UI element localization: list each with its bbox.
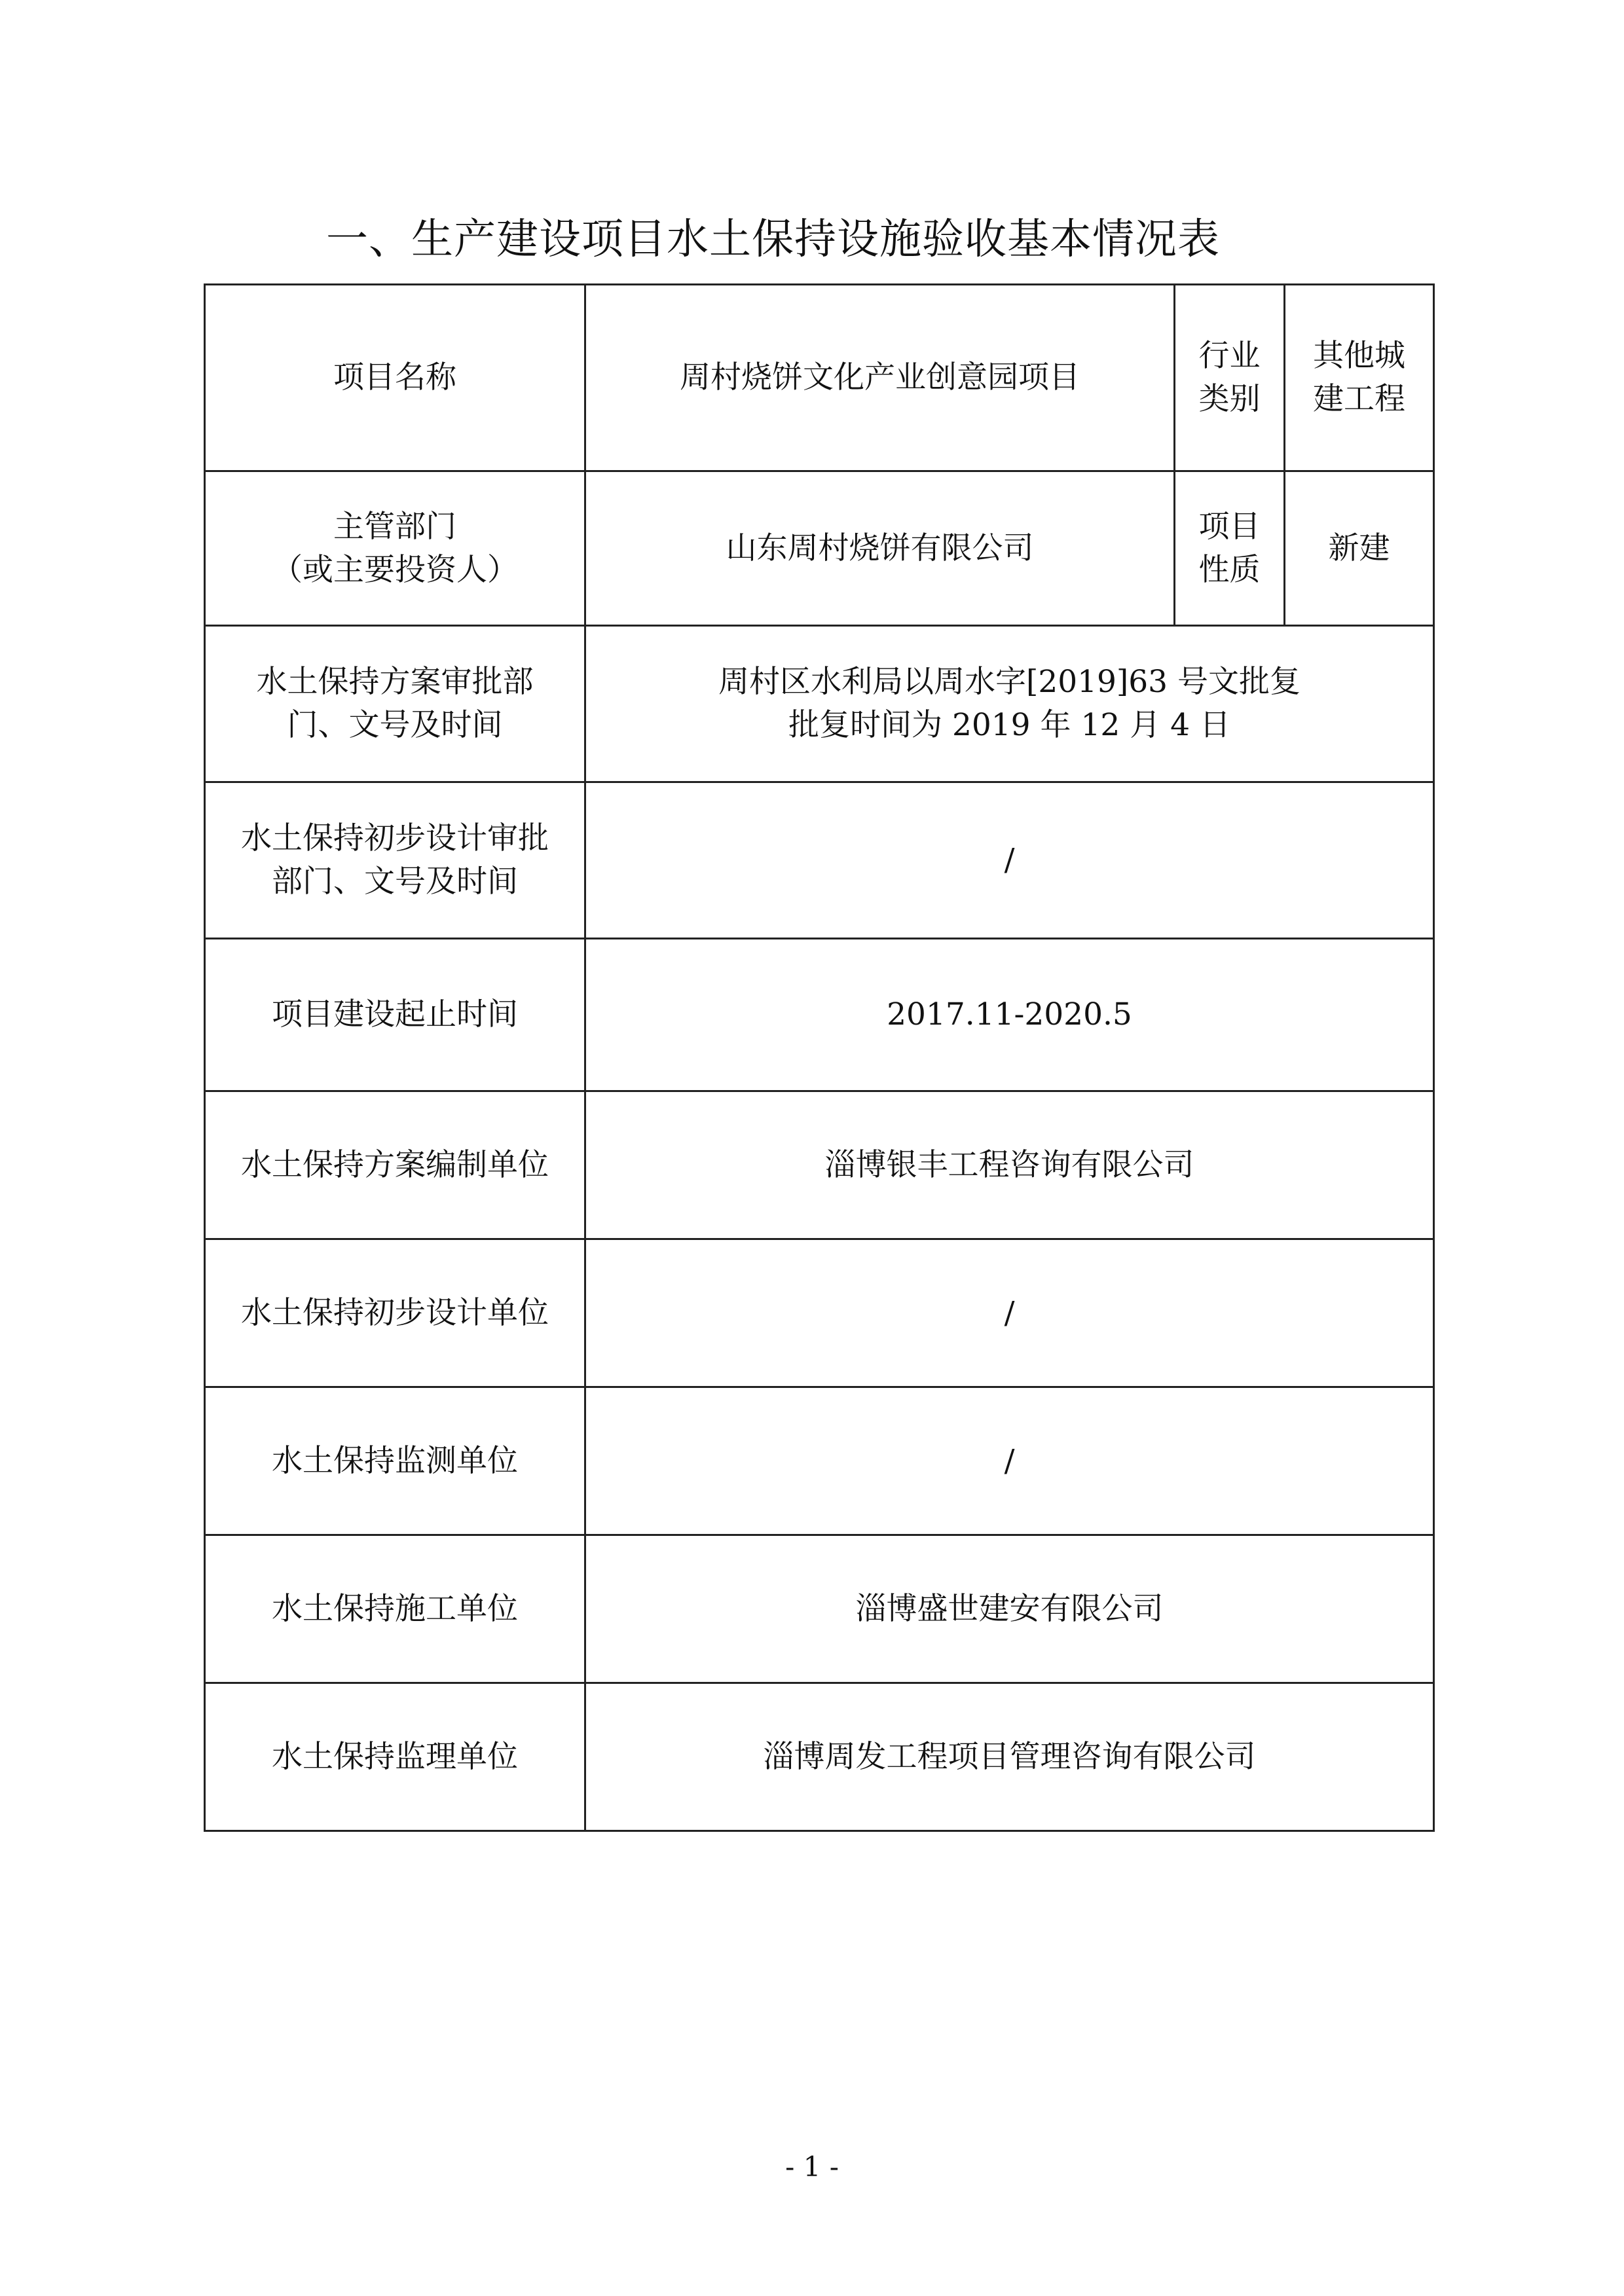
plan-approval-value: [585, 626, 1434, 782]
preliminary-design-approval-value: /: [585, 782, 1434, 939]
authority-label-line1: 主管部门: [333, 508, 456, 545]
plan-compiler-label: 水土保持方案编制单位: [205, 1091, 585, 1239]
industry-category-label-line2: 类别: [1198, 381, 1261, 417]
preliminary-design-approval-label: [205, 782, 585, 939]
plan-approval-label-line1: 水土保持方案审批部: [256, 664, 534, 700]
table-row-plan-approval: [205, 626, 1434, 782]
basic-info-table: [204, 283, 1435, 1832]
project-name-value: 周村烧饼文化产业创意园项目: [585, 285, 1175, 471]
project-nature-label-line1: 项目: [1198, 508, 1261, 545]
industry-category-value-line1: 其他城: [1313, 338, 1405, 374]
project-nature-label: [1175, 471, 1285, 626]
monitoring-unit-value: /: [585, 1387, 1434, 1535]
table-row-supervision-unit: [205, 1683, 1434, 1831]
table-row-project-name: [205, 285, 1434, 471]
plan-approval-value-line2: 批复时间为 2019 年 12 月 4 日: [788, 707, 1230, 743]
industry-category-value: [1285, 285, 1434, 471]
preliminary-design-approval-label-line1: 水土保持初步设计审批: [241, 820, 549, 856]
preliminary-design-unit-value: /: [585, 1239, 1434, 1387]
document-title: 一、生产建设项目水土保持设施验收基本情况表: [326, 215, 1220, 264]
industry-category-label-line1: 行业: [1198, 338, 1261, 374]
table-row-monitoring-unit: [205, 1387, 1434, 1535]
construction-period-value: 2017.11-2020.5: [585, 939, 1434, 1091]
authority-label: [205, 471, 585, 626]
industry-category-value-line2: 建工程: [1313, 381, 1405, 417]
construction-unit-label: 水土保持施工单位: [205, 1535, 585, 1683]
authority-label-line2: （或主要投资人）: [272, 551, 518, 588]
authority-value: 山东周村烧饼有限公司: [585, 471, 1175, 626]
preliminary-design-approval-label-line2: 部门、文号及时间: [272, 864, 518, 900]
monitoring-unit-label: 水土保持监测单位: [205, 1387, 585, 1535]
industry-category-label: [1175, 285, 1285, 471]
project-name-label: 项目名称: [205, 285, 585, 471]
table-row-preliminary-design-approval: [205, 782, 1434, 939]
plan-approval-label-line2: 门、文号及时间: [287, 707, 503, 743]
table-row-construction-period: [205, 939, 1434, 1091]
supervision-unit-label: 水土保持监理单位: [205, 1683, 585, 1831]
table-row-construction-unit: [205, 1535, 1434, 1683]
table-row-plan-compiler: [205, 1091, 1434, 1239]
project-nature-value: 新建: [1285, 471, 1434, 626]
supervision-unit-value: 淄博周发工程项目管理咨询有限公司: [585, 1683, 1434, 1831]
construction-unit-value: 淄博盛世建安有限公司: [585, 1535, 1434, 1683]
table-row-authority: [205, 471, 1434, 626]
construction-period-label: 项目建设起止时间: [205, 939, 585, 1091]
table-row-preliminary-design-unit: [205, 1239, 1434, 1387]
plan-approval-value-line1: 周村区水利局以周水字[2019]63 号文批复: [718, 664, 1301, 700]
plan-compiler-value: 淄博银丰工程咨询有限公司: [585, 1091, 1434, 1239]
plan-approval-label: [205, 626, 585, 782]
project-nature-label-line2: 性质: [1198, 551, 1261, 588]
preliminary-design-unit-label: 水土保持初步设计单位: [205, 1239, 585, 1387]
page-number: - 1 -: [785, 2151, 839, 2183]
